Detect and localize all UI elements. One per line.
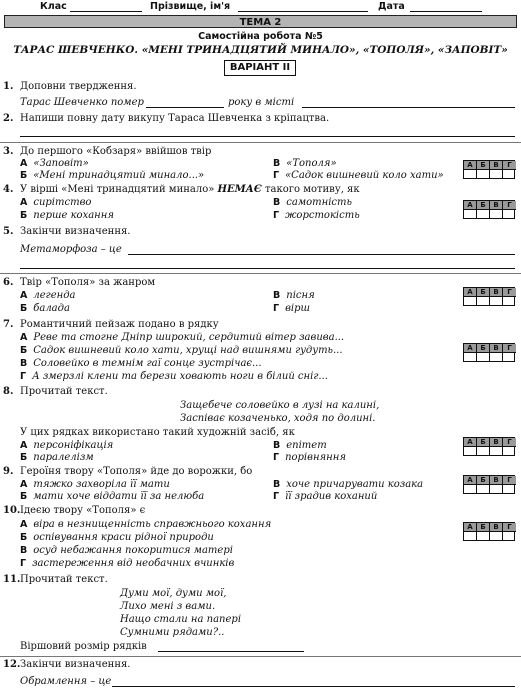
option-b[interactable]: Б паралелізм [20, 452, 94, 463]
answer-grid[interactable]: А Б В Г [463, 160, 515, 179]
question-number: 12. [3, 659, 21, 670]
option-d[interactable]: Г вірш [273, 303, 310, 314]
fill-prompt: Віршовий розмір рядків [20, 641, 147, 652]
question-text: У вірші «Мені тринадцятий минало» НЕМАЄ такого мотиву, як [20, 184, 360, 195]
option-d[interactable]: Г «Садок вишневий коло хати» [273, 170, 444, 181]
question-number: 1. [3, 81, 14, 92]
question-number: 6. [3, 277, 14, 288]
work-title: Самостійна робота №5 [198, 31, 323, 42]
emphasis: НЕМАЄ [217, 184, 262, 195]
question-number: 11. [3, 574, 21, 585]
variant-box: ВАРІАНТ ІІ [224, 60, 296, 76]
option-a[interactable]: А тяжко захворіла її мати [20, 479, 170, 490]
date-field[interactable] [410, 11, 482, 12]
poem-line: Нащо стали на папері [120, 614, 242, 625]
option-d[interactable]: Г порівняння [273, 452, 346, 463]
question-text: Героїня твору «Тополя» йде до ворожки, бо [20, 466, 253, 477]
answer-line[interactable] [128, 254, 515, 255]
option-b[interactable]: Б мати хоче віддати її за нелюба [20, 491, 205, 502]
question-text: У цих рядках використано такий художній засіб, як [20, 427, 295, 438]
question-text: Доповни твердження. [20, 81, 137, 92]
fill-prompt: року в місті [228, 97, 295, 108]
answer-line[interactable] [20, 268, 515, 269]
option-c[interactable]: В самотність [273, 197, 352, 208]
option-c[interactable]: В осуд небажання покоритися матері [20, 545, 233, 556]
question-number: 9. [3, 466, 14, 477]
question-number: 7. [3, 319, 14, 330]
question-text: Прочитай текст. [20, 574, 108, 585]
question-text: Напиши повну дату викупу Тараса Шевченка з кріпацтва. [20, 113, 330, 124]
answer-grid[interactable]: А Б В Г [463, 343, 515, 362]
option-a[interactable]: А легенда [20, 290, 76, 301]
answer-line[interactable] [302, 107, 515, 108]
option-c[interactable]: В епітет [273, 440, 327, 451]
answer-grid[interactable]: А Б В Г [463, 287, 515, 306]
divider [0, 142, 521, 143]
topic-banner: ТЕМА 2 [4, 15, 517, 28]
class-label: Клас [40, 1, 67, 12]
fill-prompt: Тарас Шевченко помер [20, 97, 144, 108]
fill-prompt: Метаморфоза – це [20, 244, 122, 255]
answer-line[interactable] [158, 651, 304, 652]
option-a[interactable]: А віра в незнищенність справжнього кохання [20, 519, 272, 530]
question-number: 8. [3, 386, 14, 397]
date-label: Дата [378, 1, 405, 12]
name-label: Прізвище, ім'я [150, 1, 231, 12]
answer-line[interactable] [20, 136, 515, 137]
question-text: Ідеєю твору «Тополя» є [20, 505, 146, 516]
poem-line: Думи мої, думи мої, [120, 588, 227, 599]
option-c[interactable]: В пісня [273, 290, 315, 301]
divider [0, 656, 521, 657]
option-b[interactable]: Б оспівування краси рідної природи [20, 532, 214, 543]
option-a[interactable]: А персоніфікація [20, 440, 114, 451]
option-a[interactable]: А «Заповіт» [20, 158, 89, 169]
option-d[interactable]: Г А змерзлі клени та берези ховають ноги в білий сніг... [20, 371, 328, 382]
question-number: 5. [3, 226, 14, 237]
option-c[interactable]: В «Тополя» [273, 158, 337, 169]
question-text: Романтичний пейзаж подано в рядку [20, 319, 219, 330]
divider [0, 273, 521, 274]
poem-line: Сумними рядами?.. [120, 627, 225, 638]
poem-line: Заспіває козаченько, ходя по долині. [180, 413, 376, 424]
poem-line: Защебече соловейко в лузі на калині, [180, 400, 380, 411]
question-number: 2. [3, 113, 14, 124]
option-c[interactable]: В Соловейко в темнім гаї сонце зустрічає... [20, 358, 262, 369]
question-text: Закінчи визначення. [20, 226, 131, 237]
question-number: 10. [3, 505, 21, 516]
poem-line: Лихо мені з вами. [120, 601, 216, 612]
answer-line[interactable] [146, 107, 224, 108]
option-b[interactable]: Б перше кохання [20, 210, 114, 221]
option-b[interactable]: Б Садок вишневий коло хати, хрущі над вишнями гудуть... [20, 345, 343, 356]
question-text: Прочитай текст. [20, 386, 108, 397]
answer-line[interactable] [112, 686, 515, 687]
option-a[interactable]: А сирітство [20, 197, 92, 208]
answer-grid[interactable]: А Б В Г [463, 475, 515, 494]
question-text: До першого «Кобзаря» ввійшов твір [20, 146, 212, 157]
class-field[interactable] [70, 11, 142, 12]
answer-grid[interactable]: А Б В Г [463, 522, 515, 541]
subject-title: ТАРАС ШЕВЧЕНКО. «МЕНІ ТРИНАДЦЯТИЙ МИНАЛО», «ТОПОЛЯ», «ЗАПОВІТ» [13, 44, 508, 56]
student-header [0, 1, 521, 13]
question-text: Закінчи визначення. [20, 659, 131, 670]
answer-grid[interactable]: А Б В Г [463, 200, 515, 219]
option-d[interactable]: Г застереження від необачних вчинків [20, 558, 235, 569]
option-c[interactable]: В хоче причарувати козака [273, 479, 424, 490]
option-a[interactable]: А Реве та стогне Дніпр широкий, сердитий вітер завива... [20, 332, 345, 343]
answer-grid[interactable]: А Б В Г [463, 437, 515, 456]
question-number: 3. [3, 146, 14, 157]
option-d[interactable]: Г жорстокість [273, 210, 360, 221]
fill-prompt: Обрамлення – це [20, 676, 112, 687]
option-b[interactable]: Б «Мені тринадцятий минало...» [20, 170, 205, 181]
option-b[interactable]: Б балада [20, 303, 70, 314]
option-d[interactable]: Г її зрадив коханий [273, 491, 378, 502]
question-text: Твір «Тополя» за жанром [20, 277, 156, 288]
question-number: 4. [3, 184, 14, 195]
name-field[interactable] [238, 11, 368, 12]
